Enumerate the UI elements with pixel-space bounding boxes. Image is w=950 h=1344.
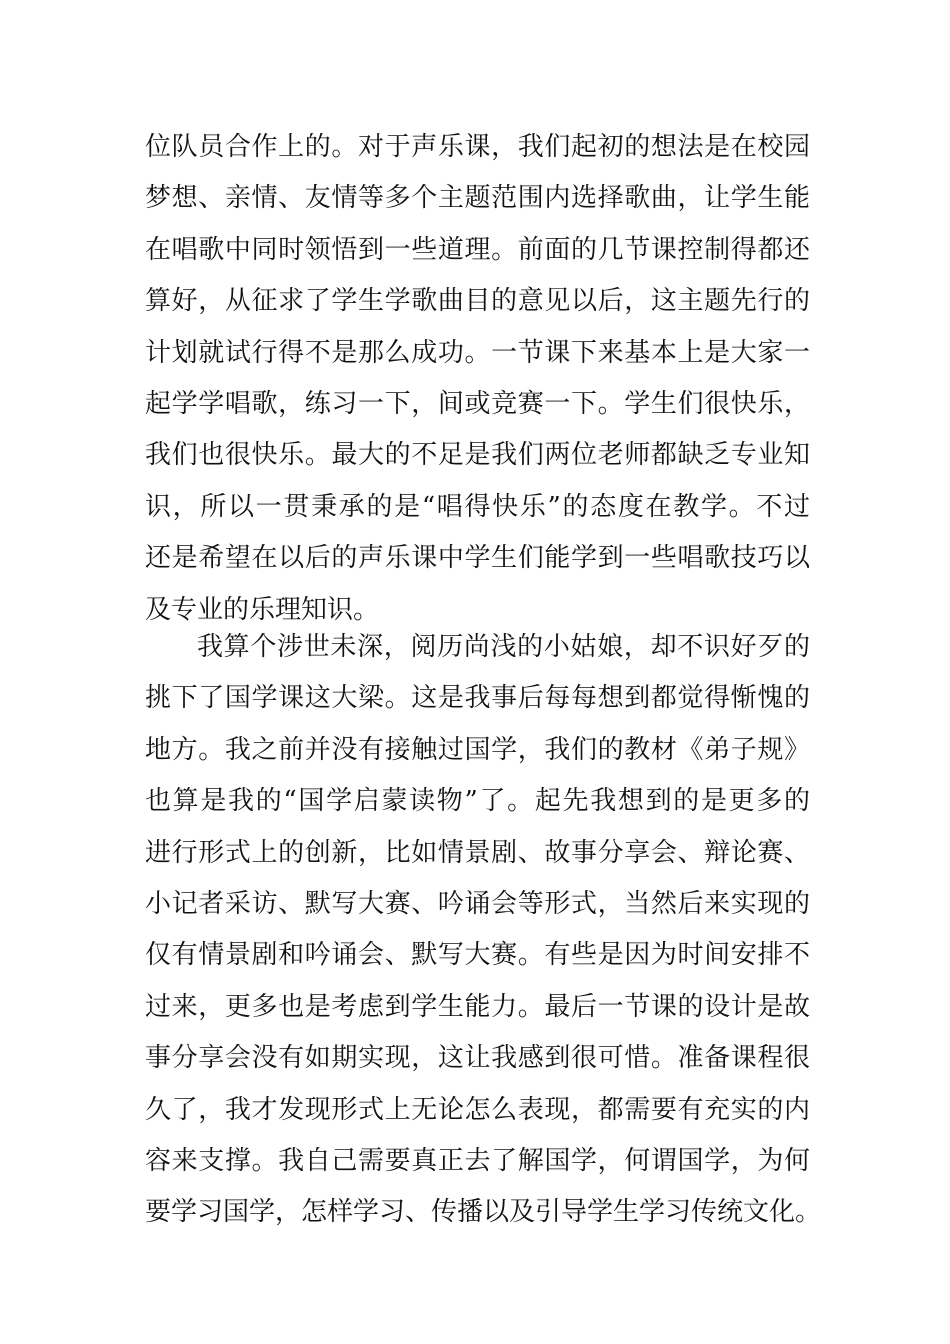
paragraph-guoxue-class: [145, 622, 822, 1239]
text-line: 小记者采访、默写大赛、吟诵会等形式，当然后来实现的: [145, 888, 810, 919]
text-line: 久了，我才发现形式上无论怎么表现，都需要有充实的内: [145, 1094, 810, 1125]
text-line: 及专业的乐理知识。: [145, 594, 380, 625]
text-line: 位队员合作上的。对于声乐课，我们起初的想法是在校园: [145, 132, 810, 162]
text-line: 事分享会没有如期实现，这让我感到很可惜。准备课程很: [145, 1043, 810, 1074]
text-line: 起学学唱歌，练习一下，间或竞赛一下。学生们很快乐，: [145, 388, 810, 419]
text-line: 容来支撑。我自己需要真正去了解国学，何谓国学，为何: [145, 1145, 810, 1176]
text-line: 梦想、亲情、友情等多个主题范围内选择歌曲，让学生能: [145, 183, 810, 214]
text-line: 进行形式上的创新，比如情景剧、故事分享会、辩论赛、: [145, 837, 810, 868]
text-line: 要学习国学，怎样学习、传播以及引导学生学习传统文化。: [145, 1197, 822, 1228]
text-line: 地方。我之前并没有接触过国学，我们的教材《弟子规》: [145, 734, 810, 765]
text-line: 计划就试行得不是那么成功。一节课下来基本上是大家一: [145, 337, 810, 368]
text-line: 在唱歌中同时领悟到一些道理。前面的几节课控制得都还: [145, 234, 810, 265]
text-line: 也算是我的“国学启蒙读物”了。起先我想到的是更多的: [145, 786, 810, 817]
text-line: 还是希望在以后的声乐课中学生们能学到一些唱歌技巧以: [145, 543, 810, 574]
text-line: 算好，从征求了学生学歌曲目的意见以后，这主题先行的: [145, 286, 810, 317]
text-line: 仅有情景剧和吟诵会、默写大赛。有些是因为时间安排不: [145, 940, 810, 971]
text-line: 识，所以一贯秉承的是“唱得快乐”的态度在教学。不过: [145, 491, 810, 522]
paragraph-vocal-class: [145, 122, 810, 636]
text-line: 过来，更多也是考虑到学生能力。最后一节课的设计是故: [145, 991, 810, 1022]
text-line: 我们也很快乐。最大的不足是我们两位老师都缺乏专业知: [145, 440, 810, 471]
text-line: 我算个涉世未深，阅历尚浅的小姑娘，却不识好歹的: [197, 632, 810, 662]
text-line: 挑下了国学课这大梁。这是我事后每每想到都觉得惭愧的: [145, 683, 810, 714]
